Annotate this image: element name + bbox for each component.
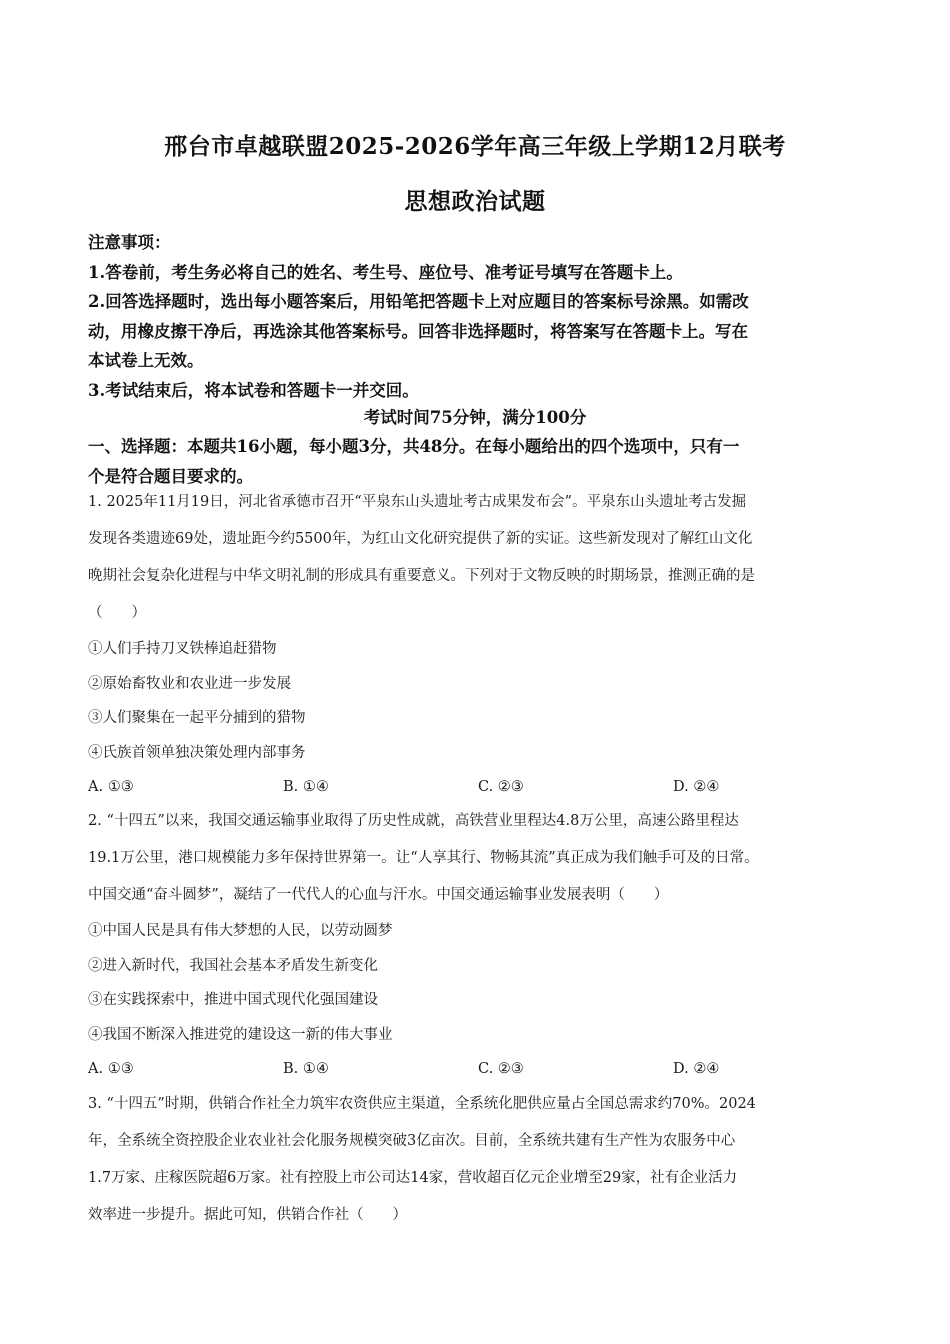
- exam-subject: 思想政治试题: [404, 188, 546, 215]
- question-stem-line: 年，全系统全资控股企业农业社会化服务规模突破3亿亩次。目前，全系统共建有生产性为农服务中心: [88, 1133, 736, 1149]
- question-statement: ③人们聚集在一起平分捕到的猎物: [88, 710, 306, 726]
- notice-line: 动，用橡皮擦干净后，再选涂其他答案标号。回答非选择题时，将答案写在答题卡上。写在: [88, 321, 748, 341]
- question-statement: ②进入新时代，我国社会基本矛盾发生新变化: [88, 957, 378, 974]
- question-2: [88, 803, 878, 1086]
- choice-d: D. ②④: [673, 1061, 720, 1077]
- question-stem-line: 3. “十四五”时期，供销合作社全力筑牢农资供应主渠道，全系统化肥供应量占全国总需求约70%。2024: [88, 1096, 756, 1112]
- exam-time: 考试时间75分钟，满分100分: [363, 408, 587, 427]
- question-statement: ①中国人民是具有伟大梦想的人民，以劳动圆梦: [88, 923, 393, 939]
- choice-a: A. ①③: [88, 779, 134, 795]
- choice-d: D. ②④: [673, 779, 720, 795]
- section-line: 个是符合题目要求的。: [88, 466, 253, 486]
- question-statement: ④氏族首领单独决策处理内部事务: [88, 744, 306, 761]
- question-stem-line: 2. “十四五”以来，我国交通运输事业取得了历史性成就，高铁营业里程达4.8万公里，高速公路里程达: [88, 813, 739, 829]
- question-stem-line: 晚期社会复杂化进程与中华文明礼制的形成具有重要意义。下列对于文物反映的时期场景，推测正确的是: [88, 568, 755, 584]
- question-stem-line: 发现各类遗迹69处，遗址距今约5500年，为红山文化研究提供了新的实证。这些新发现对了解红山文化: [88, 531, 753, 547]
- choice-c: C. ②③: [478, 779, 524, 795]
- question-3: [88, 1086, 878, 1234]
- section-heading: [88, 432, 868, 491]
- notice-line: 2.回答选择题时，选出每小题答案后，用铅笔把答题卡上对应题目的答案标号涂黑。如需改: [88, 292, 749, 311]
- choice-b: B. ①④: [283, 779, 329, 795]
- question-stem-line: 19.1万公里，港口规模能力多年保持世界第一。让“人享其行、物畅其流”真正成为我们触手可及的日常。: [88, 850, 759, 866]
- notice-block: [88, 228, 868, 405]
- question-stem-line: （ ）: [88, 605, 146, 621]
- exam-title: 邢台市卓越联盟2025-2026学年高三年级上学期12月联考: [164, 133, 786, 160]
- notice-heading: 注意事项：: [88, 233, 171, 252]
- section-line: 一、选择题：本题共16小题，每小题3分，共48分。在每小题给出的四个选项中，只有一: [88, 437, 740, 456]
- question-statement: ①人们手持刀叉铁棒追赶猎物: [88, 641, 277, 657]
- question-stem-line: 1. 2025年11月19日，河北省承德市召开“平泉东山头遗址考古成果发布会”。平泉东山头遗址考古发掘: [88, 494, 747, 510]
- question-stem-line: 效率进一步提升。据此可知，供销合作社（ ）: [88, 1207, 407, 1223]
- notice-line: 本试卷上无效。: [88, 351, 204, 370]
- question-statement: ④我国不断深入推进党的建设这一新的伟大事业: [88, 1026, 393, 1043]
- answer-choices: [88, 1052, 878, 1086]
- answer-choices: [88, 770, 878, 804]
- question-stem-line: 中国交通“奋斗圆梦”，凝结了一代代人的心血与汗水。中国交通运输事业发展表明（ ）: [88, 887, 669, 903]
- notice-line: 1.答卷前，考生务必将自己的姓名、考生号、座位号、准考证号填写在答题卡上。: [88, 262, 683, 282]
- question-1: [88, 484, 878, 804]
- notice-line: 3.考试结束后，将本试卷和答题卡一并交回。: [88, 380, 419, 400]
- choice-b: B. ①④: [283, 1061, 329, 1077]
- choice-c: C. ②③: [478, 1061, 524, 1077]
- question-statement: ②原始畜牧业和农业进一步发展: [88, 675, 291, 692]
- choice-a: A. ①③: [88, 1061, 134, 1077]
- question-statement: ③在实践探索中，推进中国式现代化强国建设: [88, 992, 378, 1008]
- question-stem-line: 1.7万家、庄稼医院超6万家。社有控股上市公司达14家，营收超百亿元企业增至29家，社有企业活力: [88, 1170, 738, 1186]
